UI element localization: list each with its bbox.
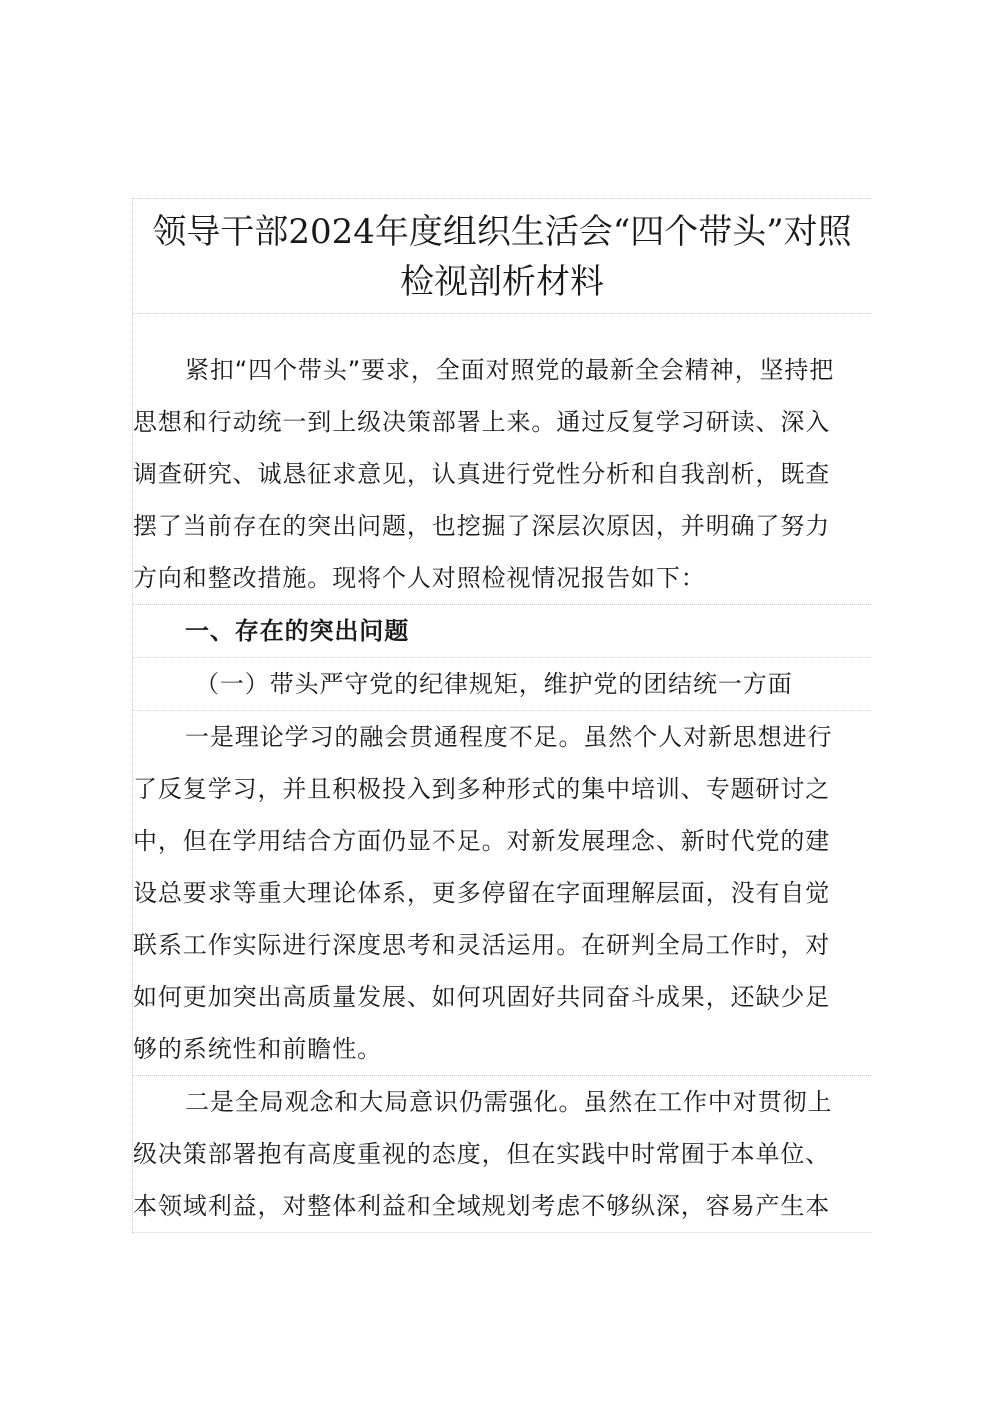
intro-line: 摆了当前存在的突出问题，也挖掘了深层次原因，并明确了努力 xyxy=(133,512,831,540)
paragraph-line: 了反复学习，并且积极投入到多种形式的集中培训、专题研讨之 xyxy=(133,775,831,803)
intro-line: 调查研究、诚恳征求意见，认真进行党性分析和自我剖析，既查 xyxy=(133,460,831,488)
paragraph-line: 设总要求等重大理论体系，更多停留在字面理解层面，没有自觉 xyxy=(133,879,831,907)
paragraph-one xyxy=(133,711,871,1076)
paragraph-line: 二是全局观念和大局意识仍需强化。虽然在工作中对贯彻上 xyxy=(185,1088,833,1116)
title-line-2: 检视剖析材料 xyxy=(400,262,604,302)
paragraph-line: 本领域利益，对整体利益和全域规划考虑不够纵深，容易产生本 xyxy=(133,1192,831,1220)
intro-line: 思想和行动统一到上级决策部署上来。通过反复学习研读、深入 xyxy=(133,408,831,436)
title-spacer xyxy=(133,314,871,344)
document-title xyxy=(133,198,871,314)
paragraph-line: 级决策部署抱有高度重视的态度，但在实践中时常囿于本单位、 xyxy=(133,1140,831,1168)
subsection-heading: （一）带头严守党的纪律规矩，维护党的团结统一方面 xyxy=(195,670,793,698)
document-body xyxy=(132,198,871,1233)
intro-line: 方向和整改措施。现将个人对照检视情况报告如下： xyxy=(133,564,706,592)
section-heading-block xyxy=(133,605,871,658)
intro-line: 紧扣“四个带头”要求，全面对照党的最新全会精神，坚持把 xyxy=(185,356,835,384)
paragraph-two xyxy=(133,1076,871,1233)
subsection-heading-block xyxy=(133,658,871,711)
paragraph-line: 中，但在学用结合方面仍显不足。对新发展理念、新时代党的建 xyxy=(133,827,831,855)
paragraph-line: 如何更加突出高质量发展、如何巩固好共同奋斗成果，还缺少足 xyxy=(133,983,831,1011)
section-heading: 一、存在的突出问题 xyxy=(185,617,410,645)
paragraph-line: 联系工作实际进行深度思考和灵活运用。在研判全局工作时，对 xyxy=(133,931,831,959)
paragraph-line: 够的系统性和前瞻性。 xyxy=(133,1035,382,1063)
paragraph-line: 一是理论学习的融会贯通程度不足。虽然个人对新思想进行 xyxy=(185,723,833,751)
title-line-1: 领导干部2024年度组织生活会“四个带头”对照 xyxy=(152,212,852,252)
intro-paragraph xyxy=(133,344,871,605)
